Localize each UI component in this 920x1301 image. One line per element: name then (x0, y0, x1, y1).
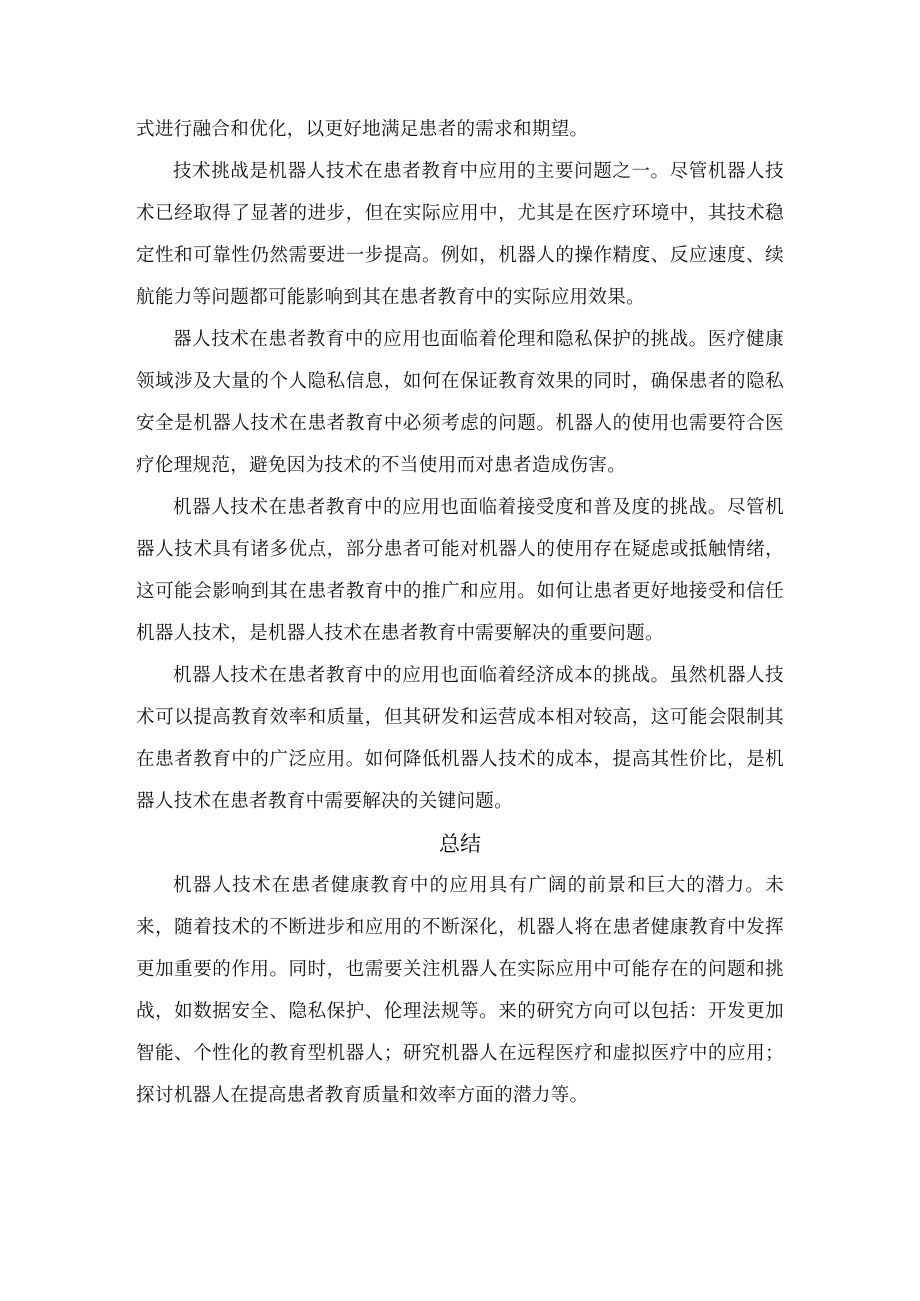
paragraph-summary: 机器人技术在患者健康教育中的应用具有广阔的前景和巨大的潜力。未来，随着技术的不断进步和应用的不断深化，机器人将在患者健康教育中发挥更加重要的作用。同时，也需要关注机器人在实际应用中可能存在的问题和挑战，如数据安全、隐私保护、伦理法规等。来的研究方向可以包括：开发更加智能、个性化的教育型机器人；研究机器人在远程医疗和虚拟医疗中的应用；探讨机器人在提高患者教育质量和效率方面的潜力等。 (136, 875, 784, 1106)
document-page (136, 109, 784, 1117)
paragraph-acceptance: 机器人技术在患者教育中的应用也面临着接受度和普及度的挑战。尽管机器人技术具有诸多优点，部分患者可能对机器人的使用存在疑虑或抵触情绪，这可能会影响到其在患者教育中的推广和应用。如何让患者更好地接受和信任机器人技术，是机器人技术在患者教育中需要解决的重要问题。 (136, 497, 784, 644)
paragraph-continuation: 式进行融合和优化，以更好地满足患者的需求和期望。 (136, 119, 589, 140)
paragraph-technical-challenges: 技术挑战是机器人技术在患者教育中应用的主要问题之一。尽管机器人技术已经取得了显著的进步，但在实际应用中，尤其是在医疗环境中，其技术稳定性和可靠性仍然需要进一步提高。例如，机器人的操作精度、反应速度、续航能力等问题都可能影响到其在患者教育中的实际应用效果。 (136, 161, 784, 308)
paragraph-economic-cost: 机器人技术在患者教育中的应用也面临着经济成本的挑战。虽然机器人技术可以提高教育效率和质量，但其研发和运营成本相对较高，这可能会限制其在患者教育中的广泛应用。如何降低机器人技术的成本，提高其性价比，是机器人技术在患者教育中需要解决的关键问题。 (136, 665, 784, 812)
paragraph-ethics-privacy: 器人技术在患者教育中的应用也面临着伦理和隐私保护的挑战。医疗健康领域涉及大量的个人隐私信息，如何在保证教育效果的同时，确保患者的隐私安全是机器人技术在患者教育中必须考虑的问题。机器人的使用也需要符合医疗伦理规范，避免因为技术的不当使用而对患者造成伤害。 (136, 329, 784, 476)
section-heading-summary: 总结 (439, 832, 481, 856)
